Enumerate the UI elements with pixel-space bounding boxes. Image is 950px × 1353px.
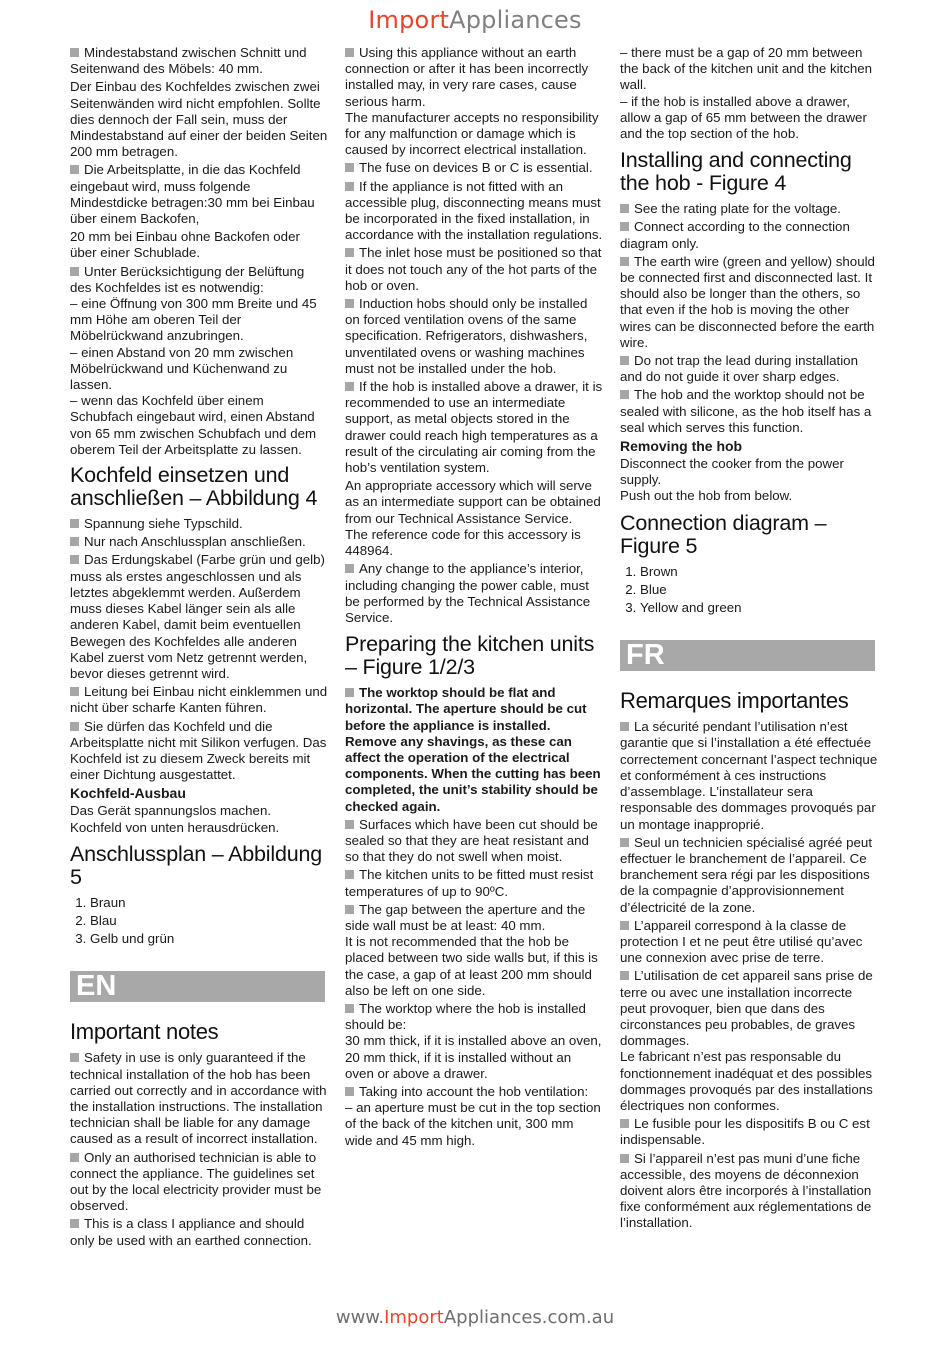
paragraph: Push out the hob from below. bbox=[620, 488, 793, 504]
list-item: If the appliance is not fitted with an accessible plug, disconnecting means must be incorporated in the fixed installation, in accordance with the installation regulations. bbox=[345, 178, 603, 243]
paragraph: It is not recommended that the hob be placed between two side walls but, if this is the case, a gap of at least 200 mm should also be left on one side. bbox=[345, 934, 598, 998]
bullet-square-icon bbox=[70, 519, 79, 528]
list-item: Safety in use is only guaranteed if the technical installation of the hob has been carried out correctly and in accordance with the installation instructions. The installation technician shall be liable for any damage caused as a result of incorrect installation. bbox=[70, 1050, 327, 1147]
list-item: The fuse on devices B or C is essential. bbox=[345, 160, 603, 176]
bullet-square-icon bbox=[345, 688, 354, 697]
bullet-square-icon bbox=[70, 1153, 79, 1162]
list-item: 2. Blue bbox=[640, 582, 878, 598]
bullet-square-icon bbox=[620, 356, 629, 365]
language-banner-en: EN bbox=[70, 971, 325, 1002]
paragraph: Le fabricant n’est pas responsable du fonctionnement inadéquat et des possibles dommages provoqués par des installations électriques non conformes. bbox=[620, 1049, 873, 1113]
language-banner-fr: FR bbox=[620, 640, 875, 671]
list-item: Le fusible pour les dispositifs B ou C est indispensable. bbox=[620, 1116, 870, 1148]
paragraph: 30 mm thick, if it is installed above an oven, bbox=[345, 1033, 602, 1049]
bullet-square-icon bbox=[620, 971, 629, 980]
paragraph: Das Gerät spannungslos machen. bbox=[70, 803, 272, 819]
list-item: Si l’appareil n’est pas muni d’une fiche accessible, des moyens de déconnexion doivent alors être incorporés à l’installation fixe conformément aux réglementations de l’installation. bbox=[620, 1150, 872, 1231]
bullet-square-icon bbox=[70, 1053, 79, 1062]
list-item: Only an authorised technician is able to connect the appliance. The guidelines set out by the local electricity provider must be observed. bbox=[70, 1149, 322, 1214]
list-item: 3. Yellow and green bbox=[640, 600, 878, 616]
header-logo bbox=[0, 6, 950, 34]
list-item: Connect according to the connection diagram only. bbox=[620, 219, 850, 251]
list-item: The kitchen units to be fitted must resist temperatures of up to 90ºC. bbox=[345, 867, 594, 899]
list-item: Any change to the appliance’s interior, including changing the power cable, must be performed by the Technical Assistance Service. bbox=[345, 561, 591, 625]
list-item: Nur nach Anschlussplan anschließen. bbox=[70, 534, 328, 550]
column-1 bbox=[70, 45, 328, 1251]
bullet-square-icon bbox=[620, 921, 629, 930]
bullet-square-icon bbox=[345, 1087, 354, 1096]
section-heading: Anschlussplan – Abbildung 5 bbox=[70, 841, 322, 889]
bullet-square-icon bbox=[345, 163, 354, 172]
list-item: Induction hobs should only be installed on forced ventilation ovens of the same specification. Refrigerators, dishwashers, unventilated ovens or washing machines must not be installed under the hob. bbox=[345, 296, 588, 376]
bullet-square-icon bbox=[345, 382, 354, 391]
list-item: 1. Braun bbox=[90, 895, 328, 911]
paragraph: The reference code for this accessory is 448964. bbox=[345, 526, 581, 559]
bullet-square-icon bbox=[70, 537, 79, 546]
paragraph: 20 mm bei Einbau ohne Backofen oder über einer Schublade. bbox=[70, 229, 300, 261]
paragraph: – if the hob is installed above a drawer, allow a gap of 65 mm between the drawer and the top section of the hob. bbox=[620, 93, 867, 142]
list-item: Leitung bei Einbau nicht einklemmen und nicht über scharfe Kanten führen. bbox=[70, 684, 328, 716]
list-item: If the hob is installed above a drawer, it is recommended to use an intermediate support, as metal objects stored in the drawer could reach high temperatures as a result of the circulating air coming from the hob’s ventilation system. bbox=[345, 379, 603, 476]
paragraph: – wenn das Kochfeld über einem Schubfach eingebaut wird, einen Abstand von 65 mm zwischen Schubfach und dem oberem Teil der Arbeitsplatte zu lassen. bbox=[70, 393, 317, 457]
plan-list bbox=[70, 895, 328, 948]
section-heading: Important notes bbox=[70, 1019, 219, 1045]
bullet-square-icon bbox=[620, 222, 629, 231]
list-item: Taking into account the hob ventilation: bbox=[345, 1084, 603, 1100]
footer-url-import: Import bbox=[384, 1307, 444, 1328]
list-item: Sie dürfen das Kochfeld und die Arbeitsplatte nicht mit Silikon verfugen. Das Kochfeld ist zu diesem Zweck bereits mit einer Dichtung ausgestattet. bbox=[70, 718, 327, 783]
bullet-square-icon bbox=[345, 905, 354, 914]
paragraph: The manufacturer accepts no responsibility for any malfunction or damage which is caused by incorrect electrical installation. bbox=[345, 109, 599, 158]
bullet-square-icon bbox=[70, 267, 79, 276]
list-item: Using this appliance without an earth connection or after it has been incorrectly installed may, in very rare cases, cause serious harm. bbox=[345, 45, 589, 109]
subsection-heading: Removing the hob bbox=[620, 438, 743, 455]
list-item: L’appareil correspond à la classe de protection I et ne peut être utilisé qu’avec une connexion avec prise de terre. bbox=[620, 917, 863, 966]
paragraph: Unter Berücksichtigung der Belüftung des Kochfeldes ist es notwendig: bbox=[70, 263, 305, 295]
section-heading: Connection diagram – Figure 5 bbox=[620, 510, 827, 558]
bullet-square-icon bbox=[345, 299, 354, 308]
bullet-square-icon bbox=[345, 870, 354, 879]
list-item: The earth wire (green and yellow) should be connected first and disconnected last. It should also be longer than the others, so that even if the hob is moving the other wires can be disconnected before the earth wire. bbox=[620, 253, 875, 350]
list-item: L’utilisation de cet appareil sans prise de terre ou avec une installation incorrecte peut provoquer, bien que dans des circonstances peu probables, de graves dommages. bbox=[620, 968, 873, 1049]
paragraph: Der Einbau des Kochfeldes zwischen zwei Seitenwänden wird nicht empfohlen. Sollte dies dennoch der Fall sein, muss der Mindestabstand auf einer der beiden Seiten 200 mm betragen. bbox=[70, 79, 328, 160]
bullet-square-icon bbox=[70, 687, 79, 696]
list-item: Das Erdungskabel (Farbe grün und gelb) muss als erstes angeschlossen und als letztes abgeklemmt werden. Außerdem muss dieses Kabel länger sein als alle anderen Kabel, damit beim eventuellen Bewegen des Kochfeldes alle anderen Kabel zuerst vom Netz getrennt werden, bevor dieses getrennt wird. bbox=[70, 552, 325, 681]
paragraph: Disconnect the cooker from the power supply. bbox=[620, 456, 844, 488]
list-item: Do not trap the lead during installation and do not guide it over sharp edges. bbox=[620, 353, 858, 385]
bullet-square-icon bbox=[620, 204, 629, 213]
section-heading: Preparing the kitchen units – Figure 1/2/3 bbox=[345, 632, 595, 680]
bullet-square-icon bbox=[620, 390, 629, 399]
list-item: This is a class I appliance and should only be used with an earthed connection. bbox=[70, 1216, 312, 1248]
list-item: The worktop should be flat and horizontal. The aperture should be cut before the appliance is installed. Remove any shavings, as these can affect the operation of the electrical components. When the cutting has been completed, the unit’s stability should be checked again. bbox=[345, 685, 601, 814]
bullet-square-icon bbox=[620, 1119, 629, 1128]
list-item: 1. Brown bbox=[640, 564, 878, 580]
diagram-list bbox=[620, 564, 878, 617]
paragraph: Kochfeld von unten herausdrücken. bbox=[70, 819, 280, 835]
bullet-square-icon bbox=[70, 48, 79, 57]
paragraph: Die Arbeitsplatte, in die das Kochfeld eingebaut wird, muss folgende Mindestdicke betragen:30 mm bei Einbau über einem Backofen, bbox=[70, 162, 315, 227]
list-item: The gap between the aperture and the side wall must be at least: 40 mm. bbox=[345, 901, 586, 933]
bullet-square-icon bbox=[70, 555, 79, 564]
paragraph: An appropriate accessory which will serve as an intermediate support can be obtained from our Technical Assistance Service. bbox=[345, 478, 601, 526]
subsection-heading: Kochfeld-Ausbau bbox=[70, 785, 186, 802]
section-heading: Remarques importantes bbox=[620, 688, 849, 714]
logo-import-text: Import bbox=[368, 6, 450, 34]
section-heading: Kochfeld einsetzen und anschließen – Abbildung 4 bbox=[70, 463, 318, 511]
bullet-square-icon bbox=[345, 48, 354, 57]
list-item: The hob and the worktop should not be sealed with silicone, as the hob itself has a seal which serves this function. bbox=[620, 387, 872, 435]
bullet-square-icon bbox=[620, 257, 629, 266]
footer-url-suffix: Appliances.com.au bbox=[443, 1307, 615, 1328]
list-item: La sécurité pendant l’utilisation n’est garantie que si l’installation a été effectuée correctement concernant l’aspect technique et conformément à ces instructions d’assemblage. L’installateur sera responsable des dommages provoqués par un montage inapproprié. bbox=[620, 719, 878, 832]
bullet-square-icon bbox=[345, 1004, 354, 1013]
list-item: Surfaces which have been cut should be sealed so that they are heat resistant and so that they do not swell when moist. bbox=[345, 816, 598, 865]
bullet-square-icon bbox=[620, 722, 629, 731]
list-item: See the rating plate for the voltage. bbox=[620, 201, 878, 217]
column-2 bbox=[345, 45, 603, 1151]
paragraph: Mindestabstand zwischen Schnitt und Seitenwand des Möbels: 40 mm. bbox=[70, 45, 307, 77]
paragraph: – there must be a gap of 20 mm between the back of the kitchen unit and the kitchen wall. bbox=[620, 45, 873, 93]
column-3 bbox=[620, 45, 878, 1234]
bullet-square-icon bbox=[620, 838, 629, 847]
logo-appliances-text: Appliances bbox=[449, 6, 582, 34]
footer-url[interactable] bbox=[0, 1307, 950, 1328]
bullet-square-icon bbox=[345, 182, 354, 191]
list-item: Seul un technicien spécialisé agréé peut effectuer le branchement de l’appareil. Ce branchement sera régi par les dispositions de la compagnie d’approvisionnement d’électricité de la zone. bbox=[620, 834, 873, 915]
bullet-square-icon bbox=[345, 820, 354, 829]
paragraph: – an aperture must be cut in the top section of the back of the kitchen unit, 300 mm wide and 45 mm high. bbox=[345, 1100, 601, 1148]
paragraph: – einen Abstand von 20 mm zwischen Möbelrückwand und Küchenwand zu lassen. bbox=[70, 344, 294, 393]
bullet-square-icon bbox=[70, 722, 79, 731]
bullet-square-icon bbox=[70, 1219, 79, 1228]
footer-url-prefix: www. bbox=[335, 1307, 385, 1328]
bullet-square-icon bbox=[345, 564, 354, 573]
list-item: The worktop where the hob is installed should be: bbox=[345, 1000, 586, 1033]
list-item: Spannung siehe Typschild. bbox=[70, 516, 328, 532]
bullet-square-icon bbox=[70, 165, 79, 174]
list-item: 2. Blau bbox=[90, 913, 328, 929]
bullet-square-icon bbox=[620, 1154, 629, 1163]
section-heading: Installing and connecting the hob - Figure 4 bbox=[620, 148, 852, 196]
paragraph: – eine Öffnung von 300 mm Breite und 45 mm Höhe am oberen Teil der Möbelrückwand anzubringen. bbox=[70, 296, 317, 344]
bullet-square-icon bbox=[345, 248, 354, 257]
paragraph: 20 mm thick, if it is installed without an oven or above a drawer. bbox=[345, 1049, 572, 1081]
list-item: 3. Gelb und grün bbox=[90, 931, 328, 947]
list-item: The inlet hose must be positioned so that it does not touch any of the hot parts of the hob or oven. bbox=[345, 245, 602, 293]
